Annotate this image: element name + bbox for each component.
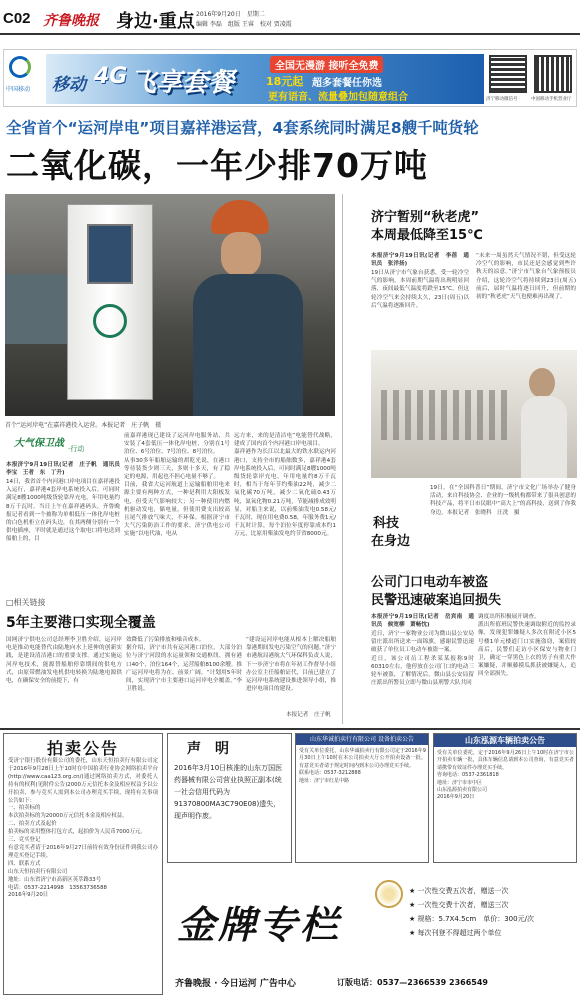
robot-figures xyxy=(381,390,511,440)
qr-code-icon xyxy=(534,55,572,93)
qr-code-icon xyxy=(489,55,527,93)
ads-rule xyxy=(0,728,580,730)
qr-caption-1: 济宁移动微信号 xyxy=(486,97,518,102)
gold-column-logo: 金牌专栏 xyxy=(177,902,342,947)
statement-text: 2016年3月10日核准的山东万国医药器械有限公司营业执照正副本(统一社会信用代码为91370800MA3C790E08)遗失，现声明作废。 xyxy=(174,764,283,820)
ad-footer-left: 齐鲁晚报 · 今日运河 广告中心 xyxy=(175,979,296,989)
mobile-brand: 中国移动 xyxy=(6,86,31,93)
related-headline: 5年主要港口实现全覆盖 xyxy=(6,615,156,631)
gold-flower-icon xyxy=(375,880,403,908)
vehicle-auction-title: 山东泓源车辆拍卖公告 xyxy=(434,734,576,747)
date-line: 2016年9月20日 星期二 xyxy=(196,11,265,18)
ad-line2: 更有语音、流量叠加包随意组合 xyxy=(268,92,408,103)
cabinet-screen xyxy=(87,224,133,284)
tech-photo xyxy=(371,350,577,478)
ad-line1: 超多套餐任你选 xyxy=(312,78,382,89)
ad-banner xyxy=(46,54,484,104)
related-tag: □相关链接 xyxy=(6,598,46,607)
mobile-ad xyxy=(3,49,577,107)
grid-logo-icon xyxy=(93,304,127,338)
lead-headline: 二氧化碳，一年少排70万吨 xyxy=(6,146,428,185)
mid-auction-text: 受有关单位委托，山东华诚拍卖行有限公司定于2016年9月30日上午10时在本公司拍卖大厅公开拍卖设备一批。有意竞买者请于规定时间内到本公司办理竞买手续。 联系电话：0537-3212888 地址：济宁市红星中路 xyxy=(299,748,426,784)
related-col-2: 效降低了污染排放和噪音成本。 据介绍，济宁市共有运河港口泊位，大部分泊位与济宁河段的水运量领和交通枢纽，拥有港口40个，泊位164个，运营船舶8100余艘。推广运河岸电将为在、前景广阔。“计划用5年时间，实现济宁市主要港口运河岸电全覆盖。”李卫胜说。 xyxy=(126,637,242,693)
ad-footer-phone: 订版电话：0537—2366539 2366549 xyxy=(337,978,488,987)
lead-photo xyxy=(5,194,335,416)
ad-slogan-left: 移动 xyxy=(52,75,86,95)
weather-col-1: 19日从济宁市气象台获悉，受一轮冷空气的影响，本周前期气温将出现明显回落，夜间最低气温度将跌至15℃，但这轮冷空气来会持续太久，23日(周五)以后气温将逐渐回升。 xyxy=(371,270,469,309)
worker-helmet xyxy=(211,200,269,234)
lead-col-1: 14日，我省首个内河港口岸电项目在嘉祥港投入运行，嘉祥港4套岸电系统投入后，可同时满足8艘1000吨级货轮靠岸充电，年用电量约8万千瓦时。当日上午在嘉祥港码头，齐鲁晚报记者看到一个被称为单相低压一体化岸电桩的白色机柜立在码头边，在其两侧分别有一个供电插座，平时就是通过这个取电口将电送到船舶上的，目 xyxy=(6,479,120,543)
paper-logo: 齐鲁晚报 xyxy=(43,13,99,29)
gold-item-1: ★ 一次性交费五次者，赠送一次 xyxy=(409,887,509,895)
auction-title: 拍卖公告 xyxy=(46,739,119,758)
ad-badge: 全国无漫游 接听全免费 xyxy=(270,56,383,73)
weather-byline: 本报济宁9月19日讯(记者 李蓓 通讯员 张洋扬) xyxy=(371,253,469,268)
mid-auction-title: 山东华诚拍卖行有限公司 设备拍卖公告 xyxy=(296,734,428,745)
lead-photo-caption: 首个“运河岸电”在嘉祥港投入运营。本报记者 庄子帆 摄 xyxy=(5,422,162,429)
masthead-rule xyxy=(0,33,580,35)
photo-river xyxy=(5,274,67,344)
tech-text: 19日，在“全国科普日”期间，济宁市文化广场举办了健身活动，来自科技协会、企业的一级机构都带来了很具创意的科技产品，将平日市民眼中“高大上”的高科技，送到了你我身边。本报记者 张晓科 汪洗 摄 xyxy=(430,485,576,516)
lead-kicker: 全省首个“运河岸电”项目嘉祥港运营，4套系统同时满足8艘千吨货轮 xyxy=(6,119,479,137)
auction-ad xyxy=(3,733,163,995)
theft-col-1: 近日，济宁一家物业公司为微山县公安局留庄派出所送来一面锦旗，感谢民警迅速破获了单位员工电动车被盗一案。 近日，该公司员工程杀某某报称9时60310左右，他停放在公司门口的电动三轮车被盗，了解情况后，微山县公安局留庄派出所警员立即与微山县刑警大队共同 xyxy=(371,631,474,687)
weather-headline-2: 本周最低降至15℃ xyxy=(371,228,483,243)
related-col-1: 国网济宁供电公司总经理李卫胜介绍，运河岸电是推动电能替代由陆地向水上延伸的创新实践，是建设清洁港口的重要支撑。通过实施运河岸电技术，能源替船舶停靠期间的供电方式，由原带燃油发电机供电转换为陆地电源供电，在确保安全的前提下，有 xyxy=(6,637,122,685)
vehicle-auction-text: 受有关单位委托，定于2016年9月26日上午10时在济宁市公开拍卖车辆一批，具体车辆信息请到本公司查询，有意竞买者请携带有效证件办理竞买手续。 咨询电话：0537-2361818 地址：济宁市市中区 山东泓源拍卖有限公司 2016年9月20日 xyxy=(437,750,574,801)
column-divider xyxy=(342,194,343,724)
weather-logo-sub: ·行动 xyxy=(68,445,85,453)
weather-headline-1: 济宁暂别“秋老虎” xyxy=(371,210,480,225)
tech-title-1: 科技 xyxy=(373,516,400,531)
related-signature: 本报记者 庄子帆 xyxy=(286,712,331,718)
editor-line: 编辑 李磊 组版 王睿 校对 贾凌霞 xyxy=(196,21,292,28)
gold-item-4: ★ 每次刊登不得超过两个单位 xyxy=(409,929,502,937)
person-figure xyxy=(529,368,555,398)
mid-auction-ad xyxy=(295,733,429,863)
worker-face xyxy=(221,232,261,276)
qr-caption-2: 中国移动手机营业厅 xyxy=(531,97,572,102)
vehicle-auction-ad xyxy=(433,733,577,863)
tech-title-2: 在身边 xyxy=(371,534,411,549)
mobile-logo-icon xyxy=(9,56,31,78)
section-title: 身边·重点 xyxy=(116,11,195,32)
theft-headline-1: 公司门口电动车被盗 xyxy=(371,575,489,590)
lead-col-2: 前嘉祥港现已建设了运河岸电服务站，共安装了4套低压一体化岸电桩，分别在1号泊位、6号泊位、7号泊位、8号泊位。 从事30多年船舶运输的胡乾光说，在港口等待装货少则三天，多则十多天，有了稳定的电源，用起也不担心电量不够了。 目前，我省大运河航道上运输船舶用电来源主要有两种方式，一种是利用大阳板发电，但受天气影响较大；另一种使用内燃机驱动发电，储电量，但使用费支出较高且尾气排放气味大，不环保。根据济宁市大气污染防治工作的要求，济宁供电公司实施“以电代油，电从 xyxy=(124,433,230,538)
lead-byline: 本报济宁9月19日讯(记者 庄子帆 通讯员 李宝 王者 东 丁升) xyxy=(6,462,126,477)
weather-column-logo xyxy=(6,432,120,456)
auction-text: 受济宁银行股份有限公司的委托，山东天恒拍卖行有限公司定于2016年9月28日上午10时在中国拍卖行业协会网络拍卖平台(http://www.caa123.org.cn/)通过网络拍卖方式，对委托人持有的权利(见附件公告)2000万元信托本金及相应权益予以公开拍卖，参与竞买人需到本公司办理竞买手续，现将有关事项公告如下： 一、拍卖标的 本次拍卖标的为20000万元信托本金及相应权益。 二、拍卖方式及起价 拍卖标的采用整体打包方式，起拍价为人民币7000万元。 三、竞买登记 有意竞买者请于2016年9月27日前持有效身份证件到我公司办理竞买登记手续。 四、联系方式 山东天恒拍卖行有限公司 地址：山东省济宁市高新区英萃路33号 电话：0537-2214998 13563736588 2016年9月20日 xyxy=(8,758,158,899)
theft-col-2: 调度出所积极展开调查。 派出所值班民警快速调取附近的监控录像，发现犯罪嫌疑人多次在附近小区5号楼1单元楼道门口实施盗窃，案值较高后，民警们走访小区保安与物业门卫，确定一穿黑色上衣的男子有重大作案嫌疑，并顺藤摸瓜抓获被嫌疑人，追回全部损失。 xyxy=(478,614,576,678)
page-number: C02 xyxy=(3,10,31,27)
ad-slogan-main: 飞享套餐 xyxy=(130,68,235,98)
gold-item-2: ★ 一次性交费十次者，赠送三次 xyxy=(409,901,509,909)
weather-col-2: “未来一周虽然天气情况不错，但受这轮冷空气的影响，市民还是会感觉到些许秋天的凉意。”济宁市气象台气象预报员介绍，这轮冷空气将持续到23日(周五)前后，届时气温将逐日回升，但前期的初的“秋老虎”天气也便难再出现了。 xyxy=(476,253,576,301)
theft-headline-2: 民警迅速破案追回损失 xyxy=(371,593,502,608)
statement-ad xyxy=(167,733,292,863)
statement-title: 声 明 xyxy=(187,741,229,757)
lead-col-3: 远方来，来的是清洁电”电能替代战略，建成了国内首个内河港口岸电项目。 嘉祥港作为长江以北最大的铁水联运内河港口，支持全市的船舶数多，嘉祥港4套岸电系统投入后，可同时满足8艘1000吨级货轮靠岸充电，年用电量约8万千瓦时，相当于每年节约柴油22吨，减少二氧化碳70万吨，减少二氧化硫0.43万吨，氮氧化物0.21万吨，节能减排成效明显，对船主来说，以前柴油发电0.58元/千瓦时，现在用电费0.58，年服务费1元/千瓦时计算，每个泊位年度停靠成本约1万元，比原用柴油发电约节省8000元。 xyxy=(234,433,336,538)
gold-column-ad xyxy=(167,866,577,995)
worker-body xyxy=(193,274,303,416)
ad-price: 18元起 xyxy=(266,75,304,88)
theft-byline: 本报济宁9月19日讯(记者 岳宾南 通讯员 候宽柳 萧畅忱) xyxy=(371,614,474,629)
weather-logo-text: 大气保卫战 xyxy=(14,438,64,449)
related-col-3: “建设运河岸电能从根本上解决船舶靠港期间发电污染空气的问题。”济宁市港航局港航大气环保科负责人说，下一步济宁市将在年初工作督导小组办公室主任船舶证代，目前已建立了运河岸电系统建设推进领导小组，推进岸电项目的建设。 xyxy=(246,637,336,693)
gold-item-3: ★ 规格：5.7X4.5cm 单价：300元/次 xyxy=(409,915,534,923)
person-body xyxy=(521,396,567,478)
ad-slogan-4g: 4G xyxy=(94,64,128,89)
